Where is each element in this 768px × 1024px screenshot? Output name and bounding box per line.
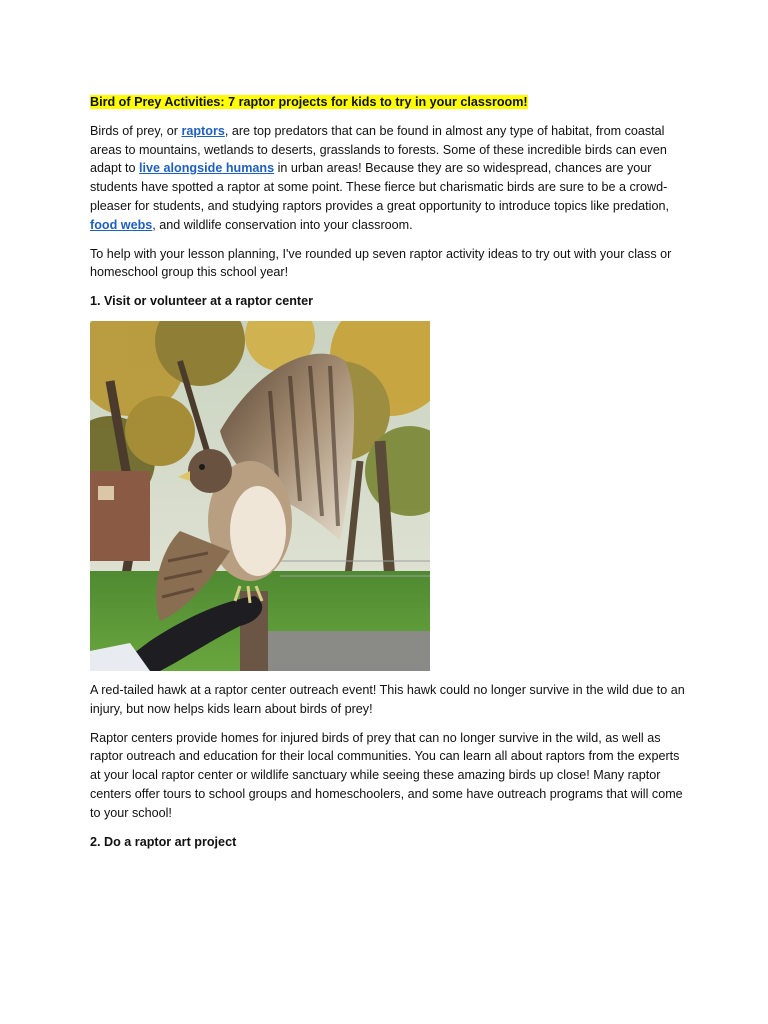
intro-paragraph [90, 122, 690, 235]
intro-text-4: , and wildlife conservation into your classroom. [152, 217, 413, 232]
raptors-link[interactable]: raptors [181, 123, 225, 138]
live-alongside-humans-link[interactable]: live alongside humans [139, 161, 275, 176]
intro-text-1: Birds of prey, or [90, 123, 182, 138]
raptor-center-paragraph: Raptor centers provide homes for injured birds of prey that can no longer survive in the wild, as well as raptor outreach and education for their local communities. You can learn all about raptors from the experts at your local raptor center or wildlife sanctuary while seeing these amazing birds up close! Many raptor centers offer tours to school groups and homeschoolers, and some have outreach programs that will come to your school! [90, 730, 683, 820]
document-page [90, 93, 690, 861]
document-title [90, 93, 690, 112]
intro-text-3: in urban areas! Because they are so widespread, chances are your students have spotted a raptor at some point. These fierce but charismatic birds are sure to be a crowd-pleaser for students, and studying raptors provides a great opportunity to introduce topics like predation, [90, 161, 669, 213]
planning-paragraph: To help with your lesson planning, I've rounded up seven raptor activity ideas to try out with your class or homeschool group this school year! [90, 246, 672, 280]
red-tailed-hawk-photo [90, 321, 430, 671]
section-2-heading: 2. Do a raptor art project [90, 834, 237, 849]
title-highlight: Bird of Prey Activities: 7 raptor projects for kids to try in your classroom! [90, 95, 528, 109]
photo-caption: A red-tailed hawk at a raptor center outreach event! This hawk could no longer survive in the wild due to an injury, but now helps kids learn about birds of prey! [90, 682, 685, 716]
intro-text-2: , are top predators that can be found in almost any type of habitat, from coastal areas to mountains, wetlands to deserts, grasslands to forests. Some of these incredible birds can even adapt to [90, 123, 667, 176]
section-1-heading: 1. Visit or volunteer at a raptor center [90, 294, 314, 309]
food-webs-link[interactable]: food webs [90, 217, 153, 232]
